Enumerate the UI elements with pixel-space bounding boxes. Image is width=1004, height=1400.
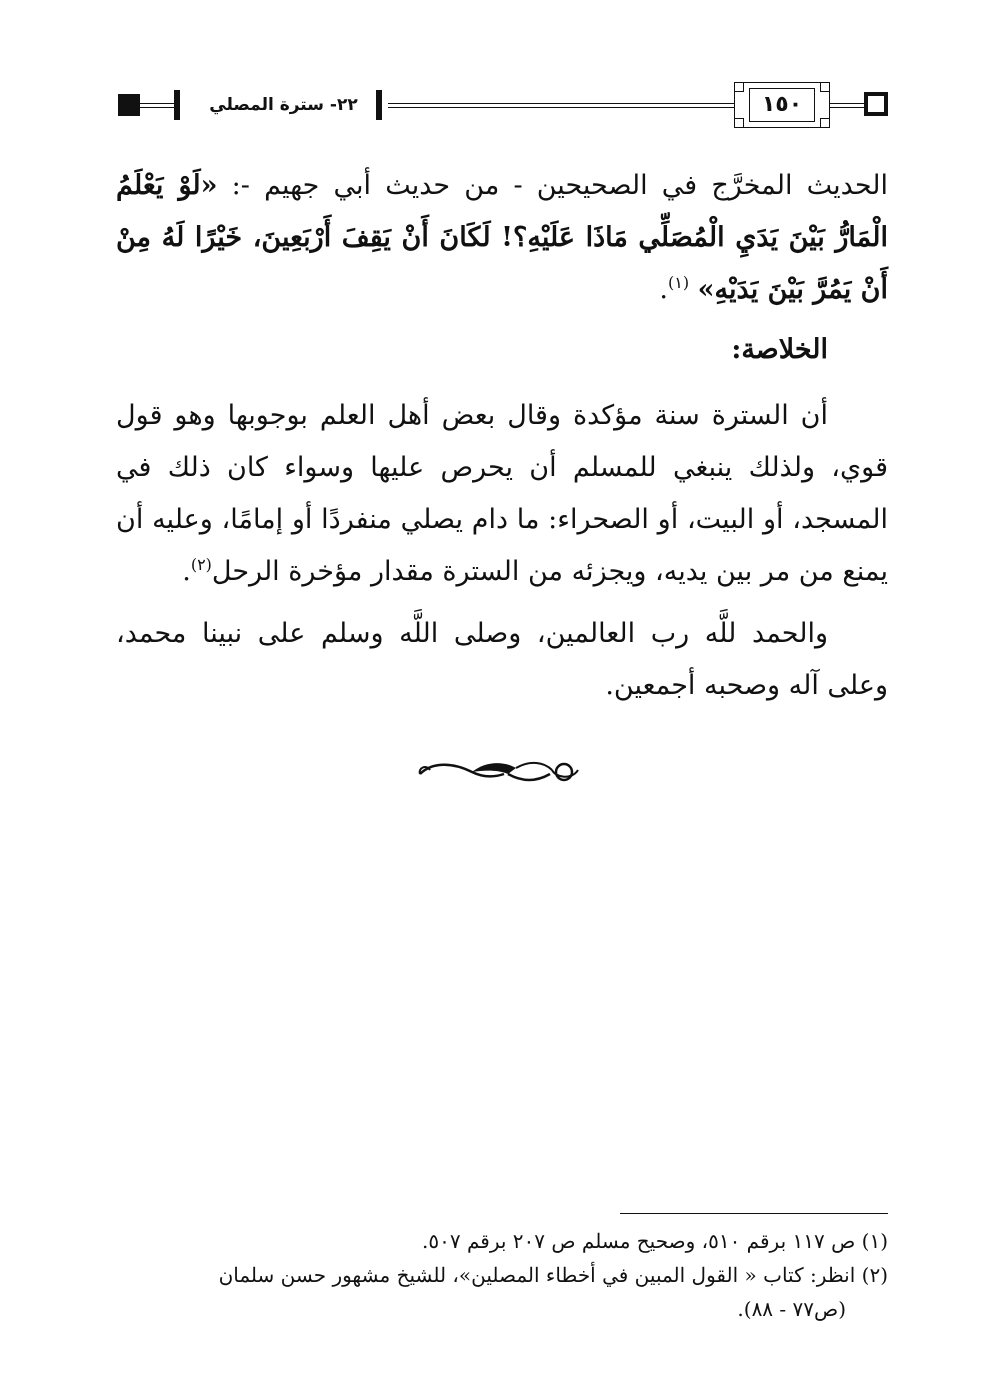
chapter-title: ٢٢- سترة المصلي — [209, 95, 358, 115]
header-bar-left — [174, 90, 180, 120]
summary-heading: الخلاصة: — [731, 334, 828, 365]
summary-text: أن السترة سنة مؤكدة وقال بعض أهل العلم بوجوبها وهو قول قوي، ولذلك ينبغي للمسلم أن يحرص عليها وسواء كان ذلك في المسجد، أو البيت، أو الصحراء: ما دام يصلي منفردًا أو إمامًا، وعليه أن يمنع من مر بين يديه، ويجزئه من السترة مقدار مؤخرة الرحل — [116, 400, 888, 587]
footnote-ref-1: (١) — [667, 273, 690, 292]
page-number-frame — [734, 82, 830, 128]
footnotes — [116, 1224, 888, 1326]
summary-end: . — [182, 556, 191, 587]
hadith-end: . — [659, 274, 668, 305]
header-rule-right — [830, 103, 864, 108]
summary-paragraph — [116, 390, 888, 598]
hadith-intro: الحديث المخرَّج في الصحيحين - من حديث أبي جهيم -: — [217, 170, 888, 201]
footnote-separator — [620, 1213, 888, 1214]
footnote-1: (١) ص ١١٧ برقم ٥١٠، وصحيح مسلم ص ٢٠٧ برقم ٥٠٧. — [422, 1229, 888, 1253]
floral-divider-icon — [412, 752, 592, 792]
main-text — [116, 160, 888, 712]
filled-square-icon — [118, 94, 140, 116]
closing-paragraph: والحمد للَّه رب العالمين، وصلى اللَّه وسلم على نبينا محمد، وعلى آله وصحبه أجمعين. — [116, 618, 888, 701]
header-bar-middle — [376, 90, 382, 120]
header-rule-left — [140, 103, 178, 108]
page-number: ١٥٠ — [761, 92, 803, 117]
footnote-2: (٢) انظر: كتاب « القول المبين في أخطاء المصلين»، للشيخ مشهور حسن سلمان — [218, 1263, 888, 1287]
footnote-ref-2: (٢) — [190, 555, 212, 574]
hollow-square-icon — [864, 92, 888, 116]
running-header — [118, 82, 888, 130]
footnote-2-continuation: (ص٧٧ - ٨٨). — [737, 1297, 846, 1321]
hadith-paragraph — [116, 160, 888, 316]
header-rule-middle — [388, 103, 734, 108]
hadith-text: «لَوْ يَعْلَمُ الْمَارُّ بَيْنَ يَدَيِ الْمُصَلِّي مَاذَا عَلَيْهِ؟! لَكَانَ أَنْ يَقِفَ أَرْبَعِينَ، خَيْرًا لَهُ مِنْ أَنْ يَمُرَّ بَيْنَ يَدَيْهِ» — [116, 170, 888, 305]
